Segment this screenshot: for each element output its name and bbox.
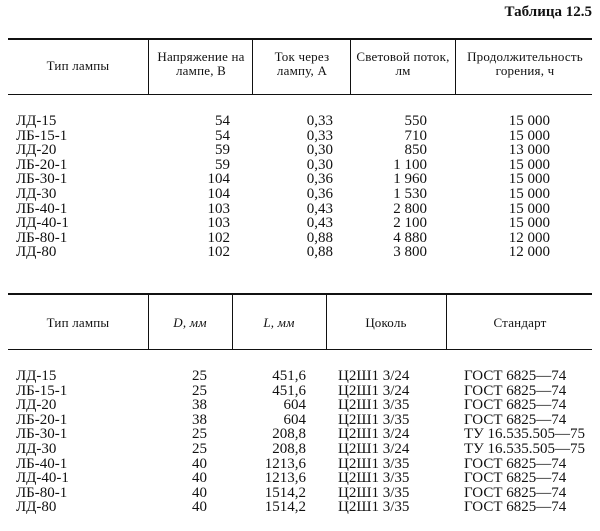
table1-header-lifetime: Продолжительность горения, ч	[467, 49, 583, 78]
cell-lamp-type: ЛБ-20-1	[16, 156, 68, 173]
cell-length: 1213,6	[264, 455, 306, 472]
cell-base: Ц2Ш1 3/35	[338, 397, 410, 414]
cell-standard: ТУ 16.535.505—75	[464, 426, 586, 443]
cell-voltage: 104	[207, 186, 230, 202]
cell-current: 0,33	[306, 113, 333, 129]
table-row	[0, 245, 600, 260]
table2-col-divider	[148, 294, 149, 350]
cell-lifetime: 15 000	[508, 156, 550, 173]
cell-standard: ГОСТ 6825—74	[464, 411, 567, 428]
cell-diameter: 40	[192, 484, 207, 501]
cell-flux: 1 960	[393, 171, 427, 188]
cell-diameter: 40	[192, 455, 207, 472]
cell-flux: 1 530	[393, 186, 427, 202]
cell-lamp-type: ЛД-15	[16, 368, 57, 384]
table1-col-divider	[252, 39, 253, 95]
table2-header-type: Тип лампы	[46, 315, 110, 330]
table2-header-standard: Стандарт	[493, 315, 547, 330]
cell-standard: ГОСТ 6825—74	[464, 499, 567, 516]
cell-lifetime: 12 000	[508, 244, 550, 261]
table1-header-type: Тип лампы	[46, 58, 110, 73]
cell-flux: 710	[404, 127, 427, 144]
cell-lamp-type: ЛД-40-1	[16, 215, 69, 232]
table-row	[0, 114, 600, 129]
cell-current: 0,33	[306, 127, 333, 144]
table2-header-rule	[8, 349, 592, 350]
cell-current: 0,43	[306, 200, 333, 217]
cell-current: 0,88	[306, 244, 333, 261]
table2-col-divider	[232, 294, 233, 350]
cell-lifetime: 15 000	[508, 127, 550, 144]
cell-lifetime: 15 000	[508, 171, 550, 188]
table1-header-current: Ток через лампу, А	[274, 49, 330, 78]
cell-standard: ТУ 16.535.505—75	[464, 441, 586, 457]
table1-header-flux: Световой поток, лм	[356, 49, 450, 78]
table-row	[0, 369, 600, 384]
cell-length: 451,6	[272, 382, 306, 399]
cell-voltage: 103	[207, 215, 230, 232]
cell-diameter: 38	[192, 411, 207, 428]
cell-flux: 1 100	[393, 156, 427, 173]
table-row	[0, 143, 600, 158]
cell-length: 451,6	[272, 368, 306, 384]
cell-lamp-type: ЛД-15	[16, 113, 57, 129]
cell-lamp-type: ЛД-30	[16, 441, 57, 457]
table-row	[0, 471, 600, 486]
cell-flux: 550	[404, 113, 427, 129]
cell-diameter: 38	[192, 397, 207, 414]
cell-base: Ц2Ш1 3/35	[338, 455, 410, 472]
cell-length: 1213,6	[264, 470, 306, 487]
cell-lifetime: 15 000	[508, 215, 550, 232]
table-row	[0, 500, 600, 515]
cell-diameter: 25	[192, 441, 207, 457]
table-caption: Таблица 12.5	[504, 4, 592, 20]
cell-diameter: 40	[192, 470, 207, 487]
cell-lamp-type: ЛД-20	[16, 142, 57, 159]
cell-base: Ц2Ш1 3/35	[338, 499, 410, 516]
cell-voltage: 59	[215, 142, 230, 159]
cell-standard: ГОСТ 6825—74	[464, 368, 567, 384]
table1-col-divider	[148, 39, 149, 95]
cell-current: 0,43	[306, 215, 333, 232]
cell-length: 208,8	[272, 441, 306, 457]
cell-current: 0,88	[306, 229, 333, 246]
cell-lamp-type: ЛД-80	[16, 499, 57, 516]
table2-top-rule	[8, 293, 592, 295]
table1-col-divider	[350, 39, 351, 95]
cell-base: Ц2Ш1 3/35	[338, 470, 410, 487]
cell-current: 0,36	[306, 186, 333, 202]
cell-length: 208,8	[272, 426, 306, 443]
cell-lamp-type: ЛБ-30-1	[16, 171, 68, 188]
table2-header-diameter: D, мм	[173, 315, 207, 330]
cell-flux: 2 100	[393, 215, 427, 232]
cell-diameter: 40	[192, 499, 207, 516]
table1-top-rule	[8, 38, 592, 40]
cell-lamp-type: ЛД-40-1	[16, 470, 69, 487]
cell-length: 604	[283, 397, 306, 414]
cell-lamp-type: ЛБ-20-1	[16, 411, 68, 428]
cell-length: 604	[283, 411, 306, 428]
table-row	[0, 187, 600, 202]
cell-lamp-type: ЛБ-40-1	[16, 200, 68, 217]
table2-col-divider	[326, 294, 327, 350]
table2-header-base: Цоколь	[365, 315, 407, 330]
cell-voltage: 54	[215, 127, 230, 144]
table1-header-voltage: Напряжение на лампе, В	[157, 49, 245, 78]
cell-lifetime: 13 000	[508, 142, 550, 159]
cell-base: Ц2Ш1 3/35	[338, 484, 410, 501]
cell-base: Ц2Ш1 3/35	[338, 411, 410, 428]
cell-standard: ГОСТ 6825—74	[464, 484, 567, 501]
cell-current: 0,36	[306, 171, 333, 188]
table-row	[0, 398, 600, 413]
table-row	[0, 216, 600, 231]
cell-diameter: 25	[192, 368, 207, 384]
table1-col-divider	[455, 39, 456, 95]
table2-header-length: L, мм	[263, 315, 295, 330]
cell-current: 0,30	[306, 156, 333, 173]
table1-header-rule	[8, 94, 592, 95]
cell-lifetime: 15 000	[508, 113, 550, 129]
cell-voltage: 59	[215, 156, 230, 173]
cell-flux: 4 880	[393, 229, 427, 246]
cell-standard: ГОСТ 6825—74	[464, 382, 567, 399]
table2-col-divider	[446, 294, 447, 350]
cell-standard: ГОСТ 6825—74	[464, 397, 567, 414]
cell-voltage: 104	[207, 171, 230, 188]
cell-base: Ц2Ш1 3/24	[338, 368, 410, 384]
cell-base: Ц2Ш1 3/24	[338, 382, 410, 399]
cell-flux: 850	[404, 142, 427, 159]
cell-base: Ц2Ш1 3/24	[338, 426, 410, 443]
cell-lamp-type: ЛД-30	[16, 186, 57, 202]
cell-lifetime: 15 000	[508, 200, 550, 217]
cell-lamp-type: ЛД-80	[16, 244, 57, 261]
cell-diameter: 25	[192, 426, 207, 443]
cell-lamp-type: ЛБ-40-1	[16, 455, 68, 472]
table-row	[0, 442, 600, 457]
cell-lamp-type: ЛБ-15-1	[16, 127, 68, 144]
cell-lamp-type: ЛБ-15-1	[16, 382, 68, 399]
cell-diameter: 25	[192, 382, 207, 399]
cell-flux: 2 800	[393, 200, 427, 217]
cell-standard: ГОСТ 6825—74	[464, 470, 567, 487]
cell-voltage: 102	[207, 244, 230, 261]
cell-current: 0,30	[306, 142, 333, 159]
cell-lamp-type: ЛБ-30-1	[16, 426, 68, 443]
cell-base: Ц2Ш1 3/24	[338, 441, 410, 457]
cell-voltage: 102	[207, 229, 230, 246]
cell-length: 1514,2	[264, 484, 306, 501]
cell-lamp-type: ЛД-20	[16, 397, 57, 414]
cell-standard: ГОСТ 6825—74	[464, 455, 567, 472]
cell-lamp-type: ЛБ-80-1	[16, 484, 68, 501]
cell-lamp-type: ЛБ-80-1	[16, 229, 68, 246]
cell-lifetime: 15 000	[508, 186, 550, 202]
cell-voltage: 54	[215, 113, 230, 129]
cell-flux: 3 800	[393, 244, 427, 261]
cell-length: 1514,2	[264, 499, 306, 516]
cell-lifetime: 12 000	[508, 229, 550, 246]
cell-voltage: 103	[207, 200, 230, 217]
